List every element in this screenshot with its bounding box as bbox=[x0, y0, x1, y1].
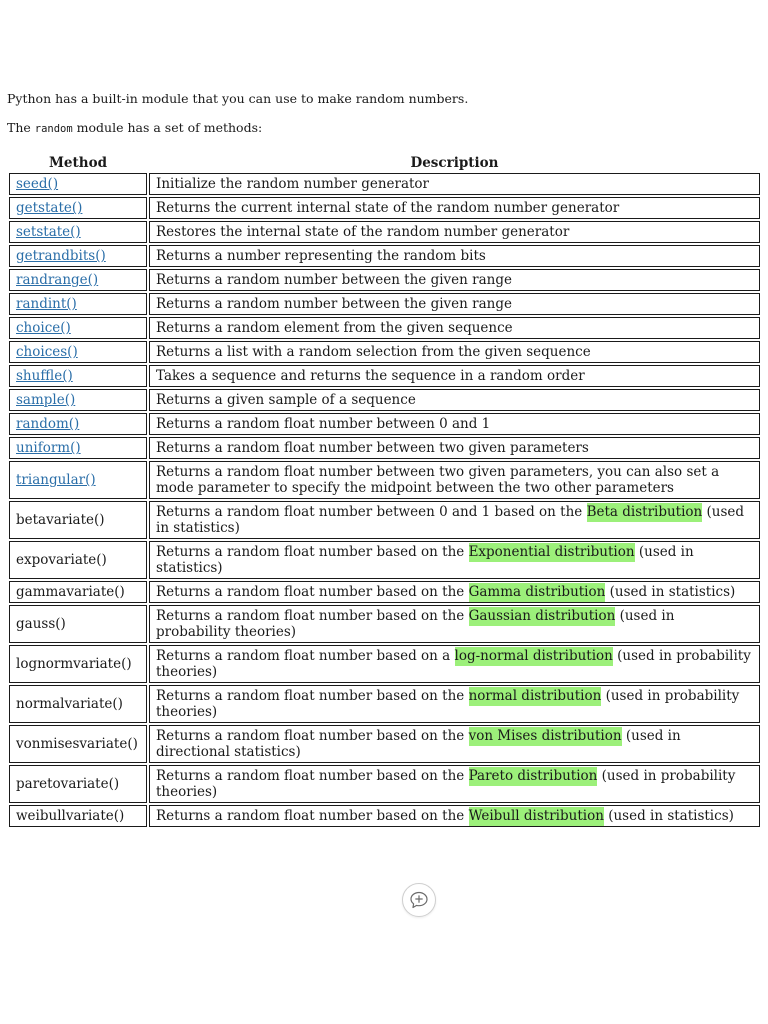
table-row bbox=[9, 605, 760, 643]
description-text: Returns a given sample of a sequence bbox=[156, 392, 416, 408]
table-row bbox=[9, 645, 760, 683]
method-cell bbox=[9, 461, 147, 499]
intro-methods-text bbox=[7, 120, 262, 137]
table-row bbox=[9, 461, 760, 499]
description-note: (used in probability theories) bbox=[156, 648, 751, 680]
feedback-button[interactable] bbox=[402, 883, 436, 917]
table-row bbox=[9, 685, 760, 723]
description-text: Returns a list with a random selection from the given sequence bbox=[156, 344, 591, 360]
description-cell bbox=[149, 413, 760, 435]
description-cell bbox=[149, 541, 760, 579]
description-cell bbox=[149, 581, 760, 603]
description-cell bbox=[149, 293, 760, 315]
intro-prefix: The bbox=[7, 120, 35, 135]
method-cell bbox=[9, 173, 147, 195]
intro-suffix: module has a set of methods: bbox=[72, 120, 263, 135]
description-text: Returns a random float number based on the bbox=[156, 808, 469, 824]
distribution-highlight: Pareto distribution bbox=[468, 768, 598, 784]
method-name: betavariate() bbox=[16, 512, 105, 528]
method-cell bbox=[9, 645, 147, 683]
method-link[interactable]: triangular() bbox=[16, 472, 96, 488]
table-row bbox=[9, 341, 760, 363]
table-row bbox=[9, 581, 760, 603]
description-cell bbox=[149, 605, 760, 643]
method-link[interactable]: random() bbox=[16, 416, 80, 432]
table-row bbox=[9, 221, 760, 243]
method-link[interactable]: setstate() bbox=[16, 224, 81, 240]
description-note: (used in probability theories) bbox=[156, 688, 740, 720]
method-cell bbox=[9, 245, 147, 267]
table-row bbox=[9, 725, 760, 763]
method-cell bbox=[9, 765, 147, 803]
distribution-highlight: Weibull distribution bbox=[468, 808, 604, 824]
description-text: Returns a random float number between 0 and 1 bbox=[156, 416, 491, 432]
description-cell bbox=[149, 437, 760, 459]
description-note: (used in statistics) bbox=[603, 808, 734, 824]
table-row bbox=[9, 365, 760, 387]
table-row bbox=[9, 389, 760, 411]
method-cell bbox=[9, 725, 147, 763]
intro-text: Python has a built-in module that you can use to make random numbers. bbox=[7, 91, 469, 106]
description-text: Returns a random element from the given sequence bbox=[156, 320, 513, 336]
description-column-header: Description bbox=[410, 154, 499, 171]
method-name: gauss() bbox=[16, 616, 66, 632]
description-text: Restores the internal state of the random number generator bbox=[156, 224, 570, 240]
method-cell bbox=[9, 221, 147, 243]
table-row bbox=[9, 805, 760, 827]
method-cell bbox=[9, 269, 147, 291]
description-cell bbox=[149, 365, 760, 387]
method-cell bbox=[9, 293, 147, 315]
description-cell bbox=[149, 461, 760, 499]
method-name: lognormvariate() bbox=[16, 656, 132, 672]
method-cell bbox=[9, 197, 147, 219]
table-row bbox=[9, 269, 760, 291]
description-cell bbox=[149, 765, 760, 803]
method-name: expovariate() bbox=[16, 552, 107, 568]
description-text: Returns a random float number based on a bbox=[156, 648, 455, 664]
method-link[interactable]: shuffle() bbox=[16, 368, 73, 384]
method-link[interactable]: randrange() bbox=[16, 272, 99, 288]
distribution-highlight: Gaussian distribution bbox=[468, 608, 616, 624]
distribution-highlight: log-normal distribution bbox=[454, 648, 613, 664]
description-text: Returns a random float number based on the bbox=[156, 688, 469, 704]
description-cell bbox=[149, 805, 760, 827]
description-note: (used in statistics) bbox=[156, 504, 745, 536]
methods-table bbox=[7, 152, 762, 829]
method-column-header: Method bbox=[48, 154, 108, 171]
distribution-highlight: Gamma distribution bbox=[468, 584, 606, 600]
description-text: Returns the current internal state of the random number generator bbox=[156, 200, 620, 216]
methods-table-body bbox=[9, 173, 760, 827]
method-name: vonmisesvariate() bbox=[16, 736, 138, 752]
table-row bbox=[9, 173, 760, 195]
description-text: Returns a random float number based on the bbox=[156, 768, 469, 784]
description-note: (used in probability theories) bbox=[156, 608, 675, 640]
table-row bbox=[9, 437, 760, 459]
method-cell bbox=[9, 605, 147, 643]
method-link[interactable]: choices() bbox=[16, 344, 78, 360]
table-row bbox=[9, 317, 760, 339]
description-cell bbox=[149, 725, 760, 763]
description-text: Returns a random float number between two given parameters bbox=[156, 440, 589, 456]
table-row bbox=[9, 765, 760, 803]
method-name: gammavariate() bbox=[16, 584, 125, 600]
description-cell bbox=[149, 389, 760, 411]
method-cell bbox=[9, 317, 147, 339]
description-cell bbox=[149, 685, 760, 723]
description-text: Returns a random float number based on the bbox=[156, 584, 469, 600]
method-link[interactable]: uniform() bbox=[16, 440, 81, 456]
description-text: Returns a number representing the random bits bbox=[156, 248, 486, 264]
description-cell bbox=[149, 317, 760, 339]
method-name: weibullvariate() bbox=[16, 808, 125, 824]
method-cell bbox=[9, 389, 147, 411]
method-link[interactable]: choice() bbox=[16, 320, 71, 336]
method-link[interactable]: sample() bbox=[16, 392, 76, 408]
description-text: Returns a random number between the given range bbox=[156, 296, 512, 312]
description-cell bbox=[149, 245, 760, 267]
distribution-highlight: von Mises distribution bbox=[468, 728, 622, 744]
table-row bbox=[9, 413, 760, 435]
description-note: (used in statistics) bbox=[156, 544, 694, 576]
description-text: Returns a random float number based on the bbox=[156, 544, 469, 560]
table-row bbox=[9, 245, 760, 267]
description-text: Returns a random float number based on the bbox=[156, 728, 469, 744]
table-row bbox=[9, 501, 760, 539]
description-note: (used in directional statistics) bbox=[156, 728, 681, 760]
method-link[interactable]: getstate() bbox=[16, 200, 83, 216]
method-cell bbox=[9, 685, 147, 723]
description-text: Takes a sequence and returns the sequence in a random order bbox=[156, 368, 585, 384]
method-cell bbox=[9, 365, 147, 387]
method-cell bbox=[9, 541, 147, 579]
method-cell bbox=[9, 413, 147, 435]
module-name-code: random bbox=[34, 123, 73, 135]
method-cell bbox=[9, 581, 147, 603]
description-cell bbox=[149, 269, 760, 291]
description-text: Returns a random float number based on the bbox=[156, 608, 469, 624]
description-note: (used in statistics) bbox=[605, 584, 736, 600]
method-link[interactable]: seed() bbox=[16, 176, 59, 192]
description-cell bbox=[149, 341, 760, 363]
method-link[interactable]: randint() bbox=[16, 296, 77, 312]
method-name: normalvariate() bbox=[16, 696, 123, 712]
method-cell bbox=[9, 501, 147, 539]
method-cell bbox=[9, 805, 147, 827]
table-header-row bbox=[9, 154, 760, 171]
method-cell bbox=[9, 341, 147, 363]
description-note: (used in probability theories) bbox=[156, 768, 736, 800]
description-cell bbox=[149, 173, 760, 195]
chat-bubble-add-icon bbox=[408, 889, 430, 911]
description-text: Returns a random float number between 0 and 1 based on the bbox=[156, 504, 587, 520]
description-cell bbox=[149, 221, 760, 243]
distribution-highlight: normal distribution bbox=[468, 688, 602, 704]
distribution-highlight: Exponential distribution bbox=[468, 544, 635, 560]
description-text: Initialize the random number generator bbox=[156, 176, 430, 192]
table-row bbox=[9, 541, 760, 579]
description-cell bbox=[149, 501, 760, 539]
table-row bbox=[9, 293, 760, 315]
table-row bbox=[9, 197, 760, 219]
method-link[interactable]: getrandbits() bbox=[16, 248, 106, 264]
distribution-highlight: Beta distribution bbox=[586, 504, 703, 520]
description-cell bbox=[149, 645, 760, 683]
description-text: Returns a random number between the given range bbox=[156, 272, 512, 288]
method-name: paretovariate() bbox=[16, 776, 120, 792]
description-cell bbox=[149, 197, 760, 219]
method-cell bbox=[9, 437, 147, 459]
description-text: Returns a random float number between two given parameters, you can also set a mode parameter to specify the midpoint between the two other parameters bbox=[156, 464, 720, 496]
